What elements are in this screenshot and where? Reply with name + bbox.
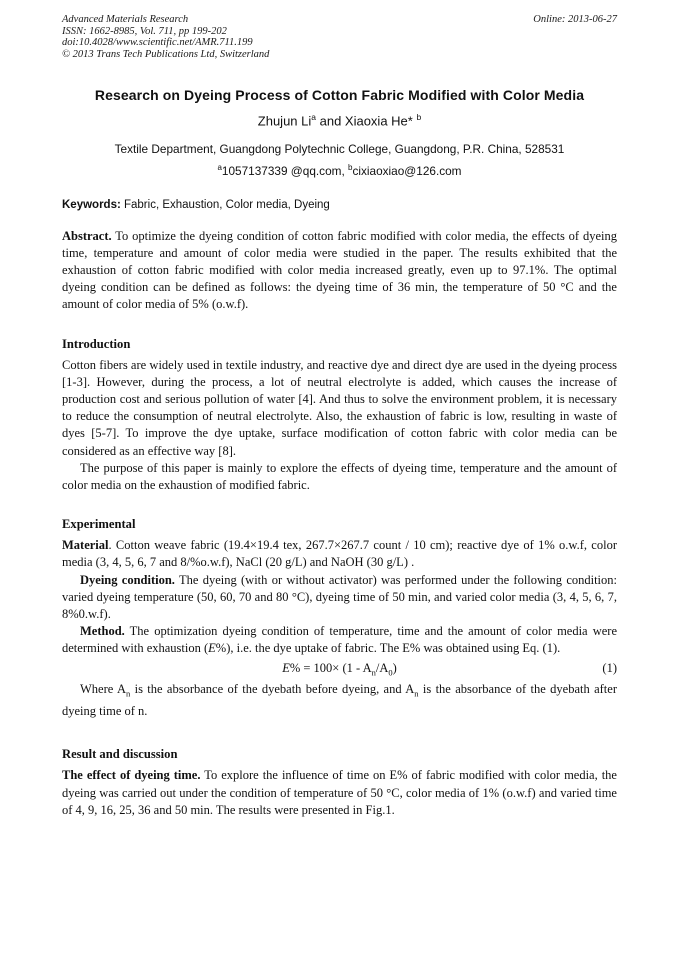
equation-part-1: % = 100× (1 - A [289,660,372,675]
journal-name: Advanced Materials Research [62,14,189,25]
material-paragraph [62,537,617,571]
introduction-paragraph-2: The purpose of this paper is mainly to explore the effects of dyeing time, temperature and the amount of color media on the exhaustion of modified fabric. [62,460,617,493]
equation-row [62,660,617,682]
method-italic-e: E [208,641,216,656]
author-2-name: and Xiaoxia He [316,113,408,129]
journal-issn-line: ISSN: 1662-8985, Vol. 711, pp 199-202 [62,25,227,37]
email-2-mark: b [348,162,353,172]
author-1-affil-mark: a [311,112,316,123]
where-paragraph [62,681,617,720]
equation-number: (1) [602,660,617,675]
journal-info-block [62,14,269,60]
where-part-1: Where A [80,682,126,697]
effect-of-dyeing-time-text: To explore the influence of time on E% of fabric modified with color media, the dyeing was carried out under the condition of temperature of 50 °C, color media of 1% (o.w.f) and varied time of 4, 9, 16, 25, 36 and 50 min. The results were presented in Fig.1. [62,768,617,817]
equation-part-3: ) [392,660,397,675]
equation-1 [282,660,397,678]
email-2: cixiaoxiao@126.com [352,163,462,178]
keywords-text: Fabric, Exhaustion, Color media, Dyeing [120,198,330,211]
author-2-affil-mark: b [416,112,422,123]
email-1: 1057137339 @qq.com, [221,163,349,178]
introduction-paragraph-1: Cotton fibers are widely used in textile industry, and reactive dye and direct dye are used in the dyeing process [1-3]. However, during the process, a lot of neutral electrolyte is added, which causes the increase of production cost and serious pollution of water [4]. And thus to solve the environment problem, it is necessary to reduce the consumption of neutral electrolyte. Also, the exhaustion of fabric is low, resulting in waste of dyes [5-7]. To improve the dye uptake, surface modification of cotton fabric with color media can be considered as an effective way [8]. [62,357,617,458]
method-label: Method. [80,624,125,639]
section-heading-experimental: Experimental [62,517,136,532]
abstract-text: To optimize the dyeing condition of cotton fabric modified with color media, the effects of dyeing time, temperature and amount of color media were studied in the paper. The results exhibited that the exhaustion of cotton fabric modified with color media increased greatly, even up to 97.1%. The optimal dyeing condition can be defined as follows: the dyeing time of 36 min, the temperature of 50 °C and the amount of color media of 5% (o.w.f). [62,228,617,312]
journal-copyright-line: © 2013 Trans Tech Publications Ltd, Switzerland [62,48,270,60]
dyeing-condition-text: The dyeing (with or without activator) was performed under the following condition: varied dyeing temperature (50, 60, 70 and 80 °C), dyeing time of 50 min, and varied color media (3, 4, 5, 6, 7, 8%0.w.f). [62,572,618,622]
method-paragraph [62,623,617,657]
method-text-2: %), i.e. the dye uptake of fabric. The E% was obtained using Eq. (1). [215,641,561,656]
affiliation-line: Textile Department, Guangdong Polytechnic College, Guangdong, P.R. China, 528531 [114,141,565,156]
effect-of-dyeing-time-label: The effect of dyeing time. [62,768,201,783]
equation-sub-0: 0 [388,667,393,678]
journal-header [62,14,617,60]
equation-part-2: /A [375,660,389,675]
where-sub-2: n [414,688,419,699]
journal-doi-line: doi:10.4028/www.scientific.net/AMR.711.199 [62,37,253,49]
abstract-paragraph [62,228,617,314]
authors-line [62,112,617,128]
keywords-line [62,199,617,211]
material-text: . Cotton weave fabric (19.4×19.4 tex, 267.7×267.7 count / 10 cm); reactive dye of 1% o.w.f, color media (3, 4, 5, 6, 7 and 8/%o.w.f), NaCl (20 g/L) and NaOH (30 g/L) . [62,538,617,570]
dyeing-condition-paragraph [62,572,617,624]
method-text-1: The optimization dyeing condition of temperature, time and the amount of color media were determined with exhaustion ( [62,624,617,656]
equation-e: E [282,660,290,675]
equation-sub-n: n [371,667,376,678]
corresponding-author-star: * [407,113,413,129]
where-part-3: is the absorbance of the dyebath after dyeing time of n. [62,682,617,719]
abstract-label: Abstract. [62,228,112,243]
online-date: Online: 2013-06-27 [533,14,617,25]
section-heading-results: Result and discussion [62,747,178,762]
section-heading-introduction: Introduction [62,336,131,351]
paper-title: Research on Dyeing Process of Cotton Fabric Modified with Color Media [94,87,585,104]
where-sub-1: n [126,688,131,699]
material-label: Material [62,538,109,553]
dyeing-condition-label: Dyeing condition. [80,572,175,587]
email-1-mark: a [217,162,222,172]
emails-line [62,163,617,178]
where-part-2: is the absorbance of the dyebath before dyeing, and A [130,682,415,697]
author-1-name: Zhujun Li [257,113,312,129]
keywords-label: Keywords: [62,198,121,211]
effect-of-dyeing-time-paragraph [62,767,617,819]
